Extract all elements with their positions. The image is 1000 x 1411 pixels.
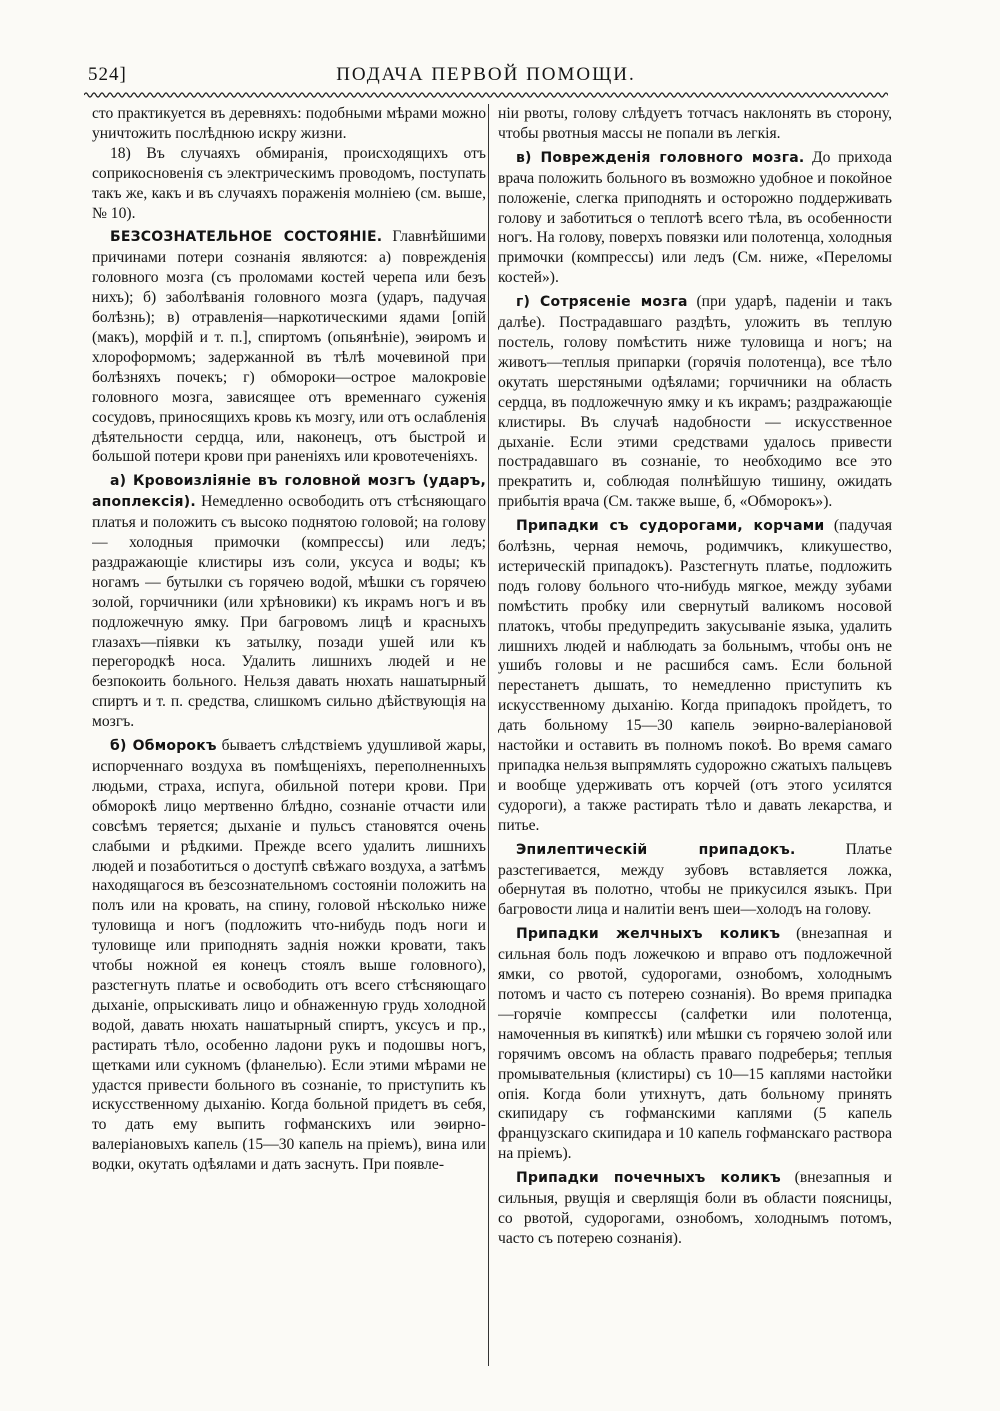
section-heading: Припадки желчныхъ коликъ (516, 926, 781, 943)
paragraph-text: Немедленно освободить отъ стѣсняющаго платья и положить съ высоко поднятою головой; на голову — холодныя примочки (компрессы) или ледъ; раздражающіе клистиры изъ соли, уксуса и воды; къ ногамъ — бутылки съ горячею водой, мѣшки съ горячею золой, горчичники (или хрѣновики) къ икрамъ ногъ и въ подложечную ямку. При багровомъ лицѣ и красныхъ глазахъ—піявки къ затылку, позади ушей или къ перегородкѣ носа. Удалить лишнихъ людей и не безпокоить больного. Нельзя давать нюхать нашатырный спиртъ и т. п. средства, слишкомъ сильно дѣйствующія на мозгъ. (92, 493, 486, 731)
section-heading: г) Сотрясеніе мозга (516, 294, 688, 311)
paragraph (498, 104, 892, 144)
document-page (84, 56, 892, 1356)
paragraph-text: (при ударѣ, паденіи и такъ далѣе). Пострадавшаго раздѣть, уложить въ теплую постель, голову помѣстить ниже туловища и ногъ; на животъ—теплыя припарки (горячія полотенца), все тѣло окутать шерстяными одѣялами; горчичники на область сердца, въ подложечную ямку и къ икрамъ; раздражающіе клистиры. Въ случаѣ надобности — искусственное дыханіе. Если этими средствами удалось привести пострадавшаго въ сознаніе, то необходимо все это прекратить и, соблюдая полнѣйшую тишину, ожидать прибытія врача (См. также выше, б, «Обморокъ»). (498, 293, 892, 511)
text-columns (84, 104, 892, 1366)
paragraph (498, 1168, 892, 1249)
paragraph-text: Главнѣйшими причинами потери сознанія являются: а) поврежденія головного мозга (съ проломами костей черепа или безъ нихъ); б) заболѣванія головного мозга (ударъ, падучая болѣзнь); в) отравленія—наркотическими ядами [опій (макъ), морфій и т. п.], спиртомъ (опьянѣніе), эѳиромъ и хлороформомъ; задержанной въ тѣлѣ мочевиной при болѣзняхъ почекъ; г) обмороки—острое малокровіе головного мозга, зависящее отъ временнаго суженія сосудовъ, приносящихъ кровь къ мозгу, или отъ ослабленія дѣятельности сердца, или, наконецъ, отъ быстрой и большой потери крови при раненіяхъ или кровотеченіяхъ. (92, 228, 486, 466)
paragraph-text: Платье разстегивается, между зубовъ вставляется ложка, обернутая въ полотно, чтобы не прикусился языкъ. При багровости лица и налитіи венъ шеи—холодъ на голову. (498, 840, 892, 919)
right-column (498, 104, 892, 1366)
paragraph-text: ніи рвоты, голову слѣдуетъ тотчасъ наклонять въ сторону, чтобы рвотныя массы не попали въ легкія. (498, 105, 892, 142)
paragraph (498, 292, 892, 512)
paragraph-text: сто практикуется въ деревняхъ: подобными мѣрами можно уничтожить послѣднюю искру жизни. (92, 105, 486, 142)
paragraph (92, 104, 486, 144)
paragraph (498, 840, 892, 921)
section-heading: Эпилептическій припадокъ. (516, 841, 796, 858)
paragraph (92, 227, 486, 467)
paragraph (92, 736, 486, 1175)
paragraph-text: (внезапная и сильная боль подъ ложечкою и вправо отъ подложечной ямки, со рвотой, судорогами, ознобомъ, холоднымъ потомъ и часто съ потерею сознанія). Во время припадка—горячіе компрессы (салфетки или полотенца, намоченныя въ кипяткѣ) или мѣшки съ горячею золой или горячимъ овсомъ на область праваго подреберья; теплыя промывательныя (клистиры) съ 10—15 каплями настойки опія. Когда боли утихнутъ, дать больному принять скипидару съ гофманскими каплями (5 капель французскаго скипидара и 10 капель гофманскаго раствора на пріемъ). (498, 925, 892, 1163)
paragraph-text: бываетъ слѣдствіемъ удушливой жары, испорченнаго воздуха въ помѣщеніяхъ, переполненныхъ людьми, страха, испуга, обильной потери крови. При обморокѣ лицо мертвенно блѣдно, сознаніе отчасти или совсѣмъ теряется; дыханіе и пульсъ становятся очень слабыми и рѣдкими. Прежде всего удалить лишнихъ людей и позаботиться о доступѣ свѣжаго воздуха, а затѣмъ находящагося въ безсознательномъ состояніи положить на полъ или на кровать, на спину, головой нѣсколько ниже туловища и ногъ (подложить что-нибудь подъ ноги и туловище или приподнять заднія ножки кровати, такъ чтобы ножной ея конецъ стоялъ выше головного), разстегнуть платье и освободить отъ всего стѣсняющаго дыханіе, опрыскивать лицо и обнаженную грудь холодной водой, давать нюхать нашатырный спиртъ, уксусъ и пр., растирать тѣло, особенно ладони рукъ и подошвы ногъ, щетками или сукномъ (фланелью). Если этими мѣрами не удастся привести больного въ сознаніе, то приступить къ искусственному дыханію. Когда больной придетъ въ себя, то дать ему выпить гофманскихъ или эѳирно-валеріановыхъ капель (15—30 капель на пріемъ), вина или водки, окутать одѣялами и дать заснуть. При появле- (92, 737, 486, 1174)
paragraph (498, 516, 892, 836)
paragraph (498, 924, 892, 1164)
paragraph-text: До прихода врача положить больного въ возможно удобное и покойное положеніе, слегка приподнять и осторожно поддерживать голову и заботиться о теплотѣ всего тѣла, въ особенности ногъ. На голову, поверхъ повязки или полотенца, холодныя примочки (компрессы) или ледъ (См. ниже, «Переломы костей»). (498, 148, 892, 287)
paragraph (92, 144, 486, 224)
column-divider (488, 104, 489, 1366)
left-column (92, 104, 486, 1366)
section-heading: Припадки съ судорогами, корчами (516, 518, 825, 535)
paragraph-text: (падучая болѣзнь, черная немочь, родимчикъ, кликушество, истерическій припадокъ). Разстегнуть платье, подложить подъ голову больного что-нибудь мягкое, между зубами помѣстить пробку или свернутый валикомъ носовой платокъ, чтобы предупредить закусываніе языка, удалить лишнихъ людей и наблюдать за больнымъ, чтобы онъ не ушибъ головы и не расшибся самъ. Если больной перестанетъ дышать, то немедленно приступить къ искусственному дыханію. Когда припадокъ пройдетъ, то дать больному 15—30 капель эѳирно-валеріановой настойки и оставить въ полномъ покоѣ. Во время самаго припадка нельзя выпрямлять судорожно сжатыхъ пальцевъ и вообще удерживать отъ корчей (отъ этого усилятся судороги), а также растирать тѣло и давать лекарства, и питье. (498, 517, 892, 834)
section-heading: б) Обморокъ (110, 738, 217, 755)
page-header (84, 56, 888, 94)
section-heading: а) Кровоизліяніе въ головной мозгъ (ударъ, апоплексія). (92, 473, 486, 511)
section-heading: в) Поврежденія головного мозга. (516, 149, 805, 166)
paragraph-text: (внезапныя и сильныя, рвущія и сверлящія боли въ области поясницы, со рвотой, судорогами, ознобомъ, холоднымъ потомъ, часто съ потерею сознанія). (498, 1169, 892, 1247)
section-heading: Припадки почечныхъ коликъ (516, 1170, 781, 1187)
paragraph (498, 148, 892, 288)
page-number: 524] (88, 64, 127, 85)
section-heading: БЕЗСОЗНАТЕЛЬНОЕ СОСТОЯНІЕ. (110, 229, 383, 246)
running-title: ПОДАЧА ПЕРВОЙ ПОМОЩИ. (336, 64, 636, 85)
paragraph (92, 471, 486, 732)
wavy-rule (84, 90, 888, 100)
paragraph-text: 18) Въ случаяхъ обмиранія, происходящихъ отъ соприкосновенія съ электрическимъ проводомъ, поступать такъ же, какъ и въ случаяхъ пораженія молніею (см. выше, № 10). (92, 144, 486, 222)
